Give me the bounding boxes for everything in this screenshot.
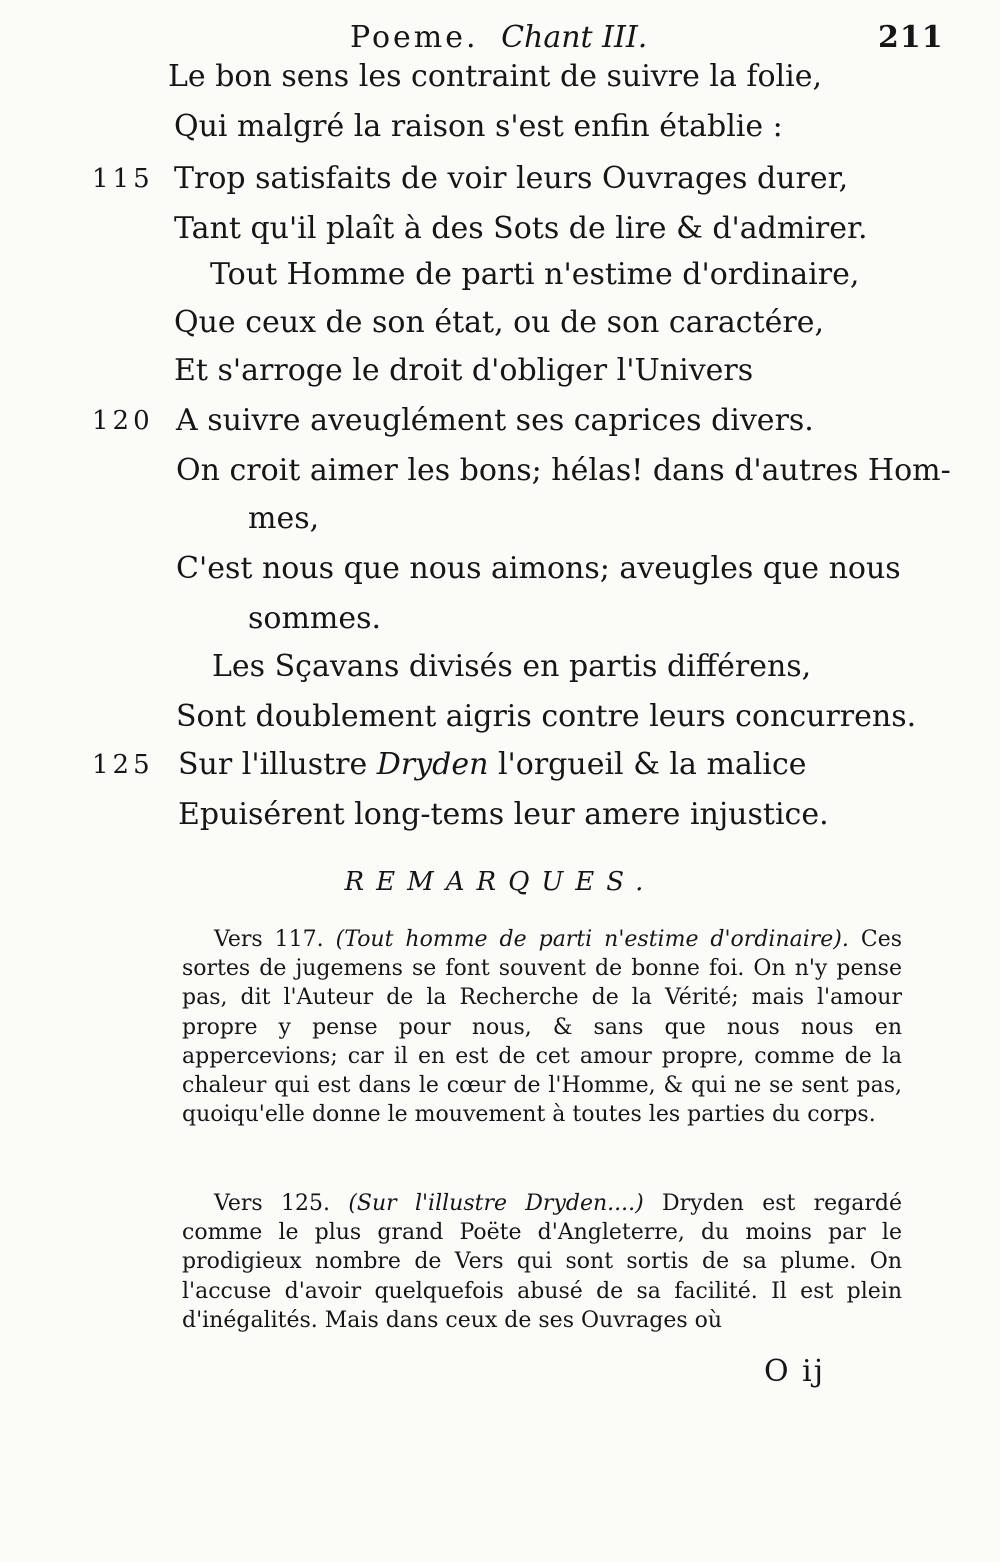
- note-quote: (Sur l'illustre Dryden....): [348, 1191, 644, 1216]
- verse-text-before: Sur l'illustre: [178, 747, 377, 782]
- verse-line: [0, 102, 1000, 152]
- verse-text: C'est nous que nous aimons; aveugles que nous: [176, 551, 901, 586]
- note-quote: (Tout homme de parti n'estime d'ordinaire).: [335, 927, 849, 952]
- verse-line: [0, 692, 1000, 742]
- verse-text-italic: Dryden: [376, 747, 489, 782]
- verse-text: Sont doublement aigris contre leurs concurrens.: [176, 699, 917, 734]
- verse-line: [0, 544, 1000, 594]
- verse-line: [0, 204, 1000, 254]
- verse-text: Epuisérent long-tems leur amere injustice.: [178, 797, 829, 832]
- verse-text: Que ceux de son état, ou de son caractére,: [174, 305, 825, 340]
- verse-line: [0, 250, 1000, 300]
- verse-text: Tout Homme de parti n'estime d'ordinaire,: [210, 257, 860, 292]
- verse-line: [0, 494, 1000, 544]
- signature-mark: O ij: [764, 1354, 826, 1389]
- note-body: Dryden est regardé comme le plus grand Poëte d'Angleterre, du moins par le prodigieux nombre de Vers qui sont sortis de sa plume. On l'accuse d'avoir quelquefois abusé de sa facilité. Il est plein d'inégalités. Mais dans ceux de ses Ouvrages où: [182, 1191, 903, 1333]
- verse-text: Les Sçavans divisés en partis différens,: [212, 649, 812, 684]
- note-reference: Vers 117.: [214, 927, 324, 952]
- verse-text: [178, 740, 807, 790]
- line-number: 125: [92, 750, 154, 780]
- remark-note: [182, 1189, 902, 1335]
- running-title-poeme: Poeme.: [350, 20, 479, 55]
- verse-line: [0, 740, 1000, 790]
- verse-text: mes,: [248, 501, 320, 536]
- line-number: 115: [92, 164, 154, 194]
- verse-line: [0, 396, 1000, 446]
- verse-text: Trop satisfaits de voir leurs Ouvrages durer,: [174, 161, 849, 196]
- note-body: Ces sortes de jugemens se font souvent de bonne foi. On n'y pense pas, dit l'Auteur de la Recherche de la Vérité; mais l'amour propre y pense pour nous, & sans que nous nous en appercevions; car il en est de cet amour propre, comme de la chaleur qui est dans le cœur de l'Homme, & qui ne se sent pas, quoiqu'elle donne le mouvement à toutes les parties du corps.: [182, 927, 903, 1128]
- verse-text: sommes.: [248, 601, 382, 636]
- running-title-chant: Chant III.: [501, 20, 648, 55]
- verse-line: [0, 446, 1000, 496]
- verse-line: [0, 52, 1000, 102]
- verse-line: [0, 790, 1000, 840]
- remarks-heading: REMARQUES.: [344, 867, 656, 897]
- verse-text-after: l'orgueil & la malice: [488, 747, 807, 782]
- verse-line: [0, 346, 1000, 396]
- line-number: 120: [92, 406, 154, 436]
- remark-note: [182, 925, 902, 1129]
- verse-text: Qui malgré la raison s'est enfin établie :: [174, 109, 783, 144]
- verse-line: [0, 298, 1000, 348]
- verse-text: Tant qu'il plaît à des Sots de lire & d'admirer.: [174, 211, 868, 246]
- verse-text: Et s'arroge le droit d'obliger l'Univers: [174, 353, 754, 388]
- verse-text: On croit aimer les bons; hélas! dans d'autres Hom-: [176, 453, 951, 488]
- verse-text: Le bon sens les contraint de suivre la folie,: [168, 59, 823, 94]
- verse-line: [0, 642, 1000, 692]
- page-number: 211: [878, 20, 944, 55]
- verse-line: [0, 594, 1000, 644]
- note-reference: Vers 125.: [214, 1191, 330, 1216]
- verse-text: A suivre aveuglément ses caprices divers.: [176, 403, 814, 438]
- verse-line: [0, 154, 1000, 204]
